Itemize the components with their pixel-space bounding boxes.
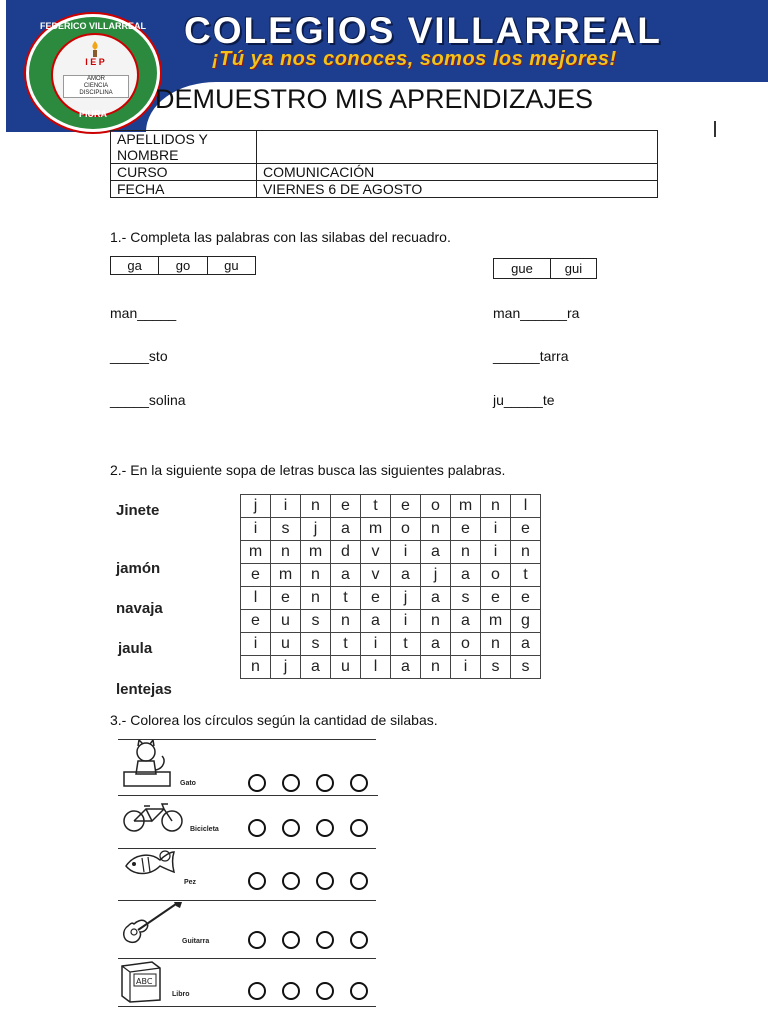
letter-cell[interactable]: t [391, 633, 421, 656]
letter-cell[interactable]: n [421, 656, 451, 679]
letter-cell[interactable]: j [301, 518, 331, 541]
letter-cell[interactable]: m [451, 495, 481, 518]
guitar-icon [118, 900, 184, 944]
grid-row [241, 587, 541, 610]
letter-cell[interactable]: j [421, 564, 451, 587]
letter-cell[interactable]: m [301, 541, 331, 564]
exercise3-instruction: 3.- Colorea los círculos según la cantidad de silabas. [110, 712, 438, 728]
letter-cell[interactable]: j [241, 495, 271, 518]
syllable-circle[interactable] [282, 774, 300, 792]
syllable: go [159, 257, 207, 275]
letter-cell[interactable]: u [271, 610, 301, 633]
letter-cell[interactable]: t [331, 587, 361, 610]
fill-word[interactable]: man_____ [110, 305, 177, 321]
syllable-box-left [110, 256, 256, 275]
letter-cell[interactable]: a [451, 564, 481, 587]
search-word: navaja [116, 600, 163, 617]
letter-cell[interactable]: n [301, 564, 331, 587]
letter-cell[interactable]: v [361, 564, 391, 587]
letter-cell[interactable]: s [301, 633, 331, 656]
letter-cell[interactable]: e [241, 610, 271, 633]
name-field[interactable] [257, 131, 658, 164]
school-motto: ¡Tú ya nos conoces, somos los mejores! [212, 48, 617, 70]
letter-cell[interactable]: n [331, 610, 361, 633]
table-row [111, 131, 658, 164]
syllable-circle[interactable] [350, 872, 368, 890]
search-word: jaula [118, 640, 153, 657]
letter-cell[interactable]: o [421, 495, 451, 518]
bicycle-icon [122, 803, 184, 833]
syllable-circle[interactable] [350, 982, 368, 1000]
letter-cell[interactable]: d [331, 541, 361, 564]
letter-cell[interactable]: n [241, 656, 271, 679]
word-search-grid [240, 494, 541, 679]
letter-cell[interactable]: s [271, 518, 301, 541]
fish-icon [120, 848, 176, 882]
syllable-circle[interactable] [282, 819, 300, 837]
letter-cell[interactable]: i [241, 518, 271, 541]
grid-row [241, 633, 541, 656]
grid-row [241, 541, 541, 564]
letter-cell[interactable]: m [481, 610, 511, 633]
info-value: COMUNICACIÓN [257, 164, 658, 181]
letter-cell[interactable]: s [301, 610, 331, 633]
letter-cell[interactable]: a [331, 564, 361, 587]
syllable-circle[interactable] [350, 774, 368, 792]
student-info-table [110, 130, 658, 198]
syllable-circle[interactable] [282, 872, 300, 890]
syllable-circle[interactable] [282, 982, 300, 1000]
syllable-circle[interactable] [350, 931, 368, 949]
cat-icon [122, 740, 174, 788]
letter-cell[interactable]: u [271, 633, 301, 656]
letter-cell[interactable]: e [271, 587, 301, 610]
search-word: lentejas [116, 681, 172, 698]
letter-cell[interactable]: a [391, 564, 421, 587]
fill-word[interactable]: _____sto [110, 348, 168, 364]
syllable: ga [111, 257, 159, 275]
info-label: FECHA [111, 181, 257, 198]
school-logo [26, 14, 160, 132]
syllable-circle[interactable] [248, 931, 266, 949]
letter-cell[interactable]: n [301, 587, 331, 610]
row-divider [118, 1006, 376, 1007]
letter-cell[interactable]: n [421, 518, 451, 541]
logo-ring-top-text: FEDERICO VILLARREAL [39, 21, 146, 31]
letter-cell[interactable]: s [451, 587, 481, 610]
picture-label: Guitarra [182, 938, 210, 945]
letter-cell[interactable]: n [301, 495, 331, 518]
search-word: Jinete [116, 502, 160, 519]
fill-word[interactable]: ju_____te [493, 392, 555, 408]
letter-cell[interactable]: a [421, 633, 451, 656]
logo-value: AMOR [87, 76, 105, 82]
letter-cell[interactable]: m [361, 518, 391, 541]
picture-label: Bicicleta [190, 826, 219, 833]
letter-cell[interactable]: v [361, 541, 391, 564]
letter-cell[interactable]: j [271, 656, 301, 679]
fill-word[interactable]: _____solina [110, 392, 186, 408]
grid-row [241, 656, 541, 679]
grid-row [241, 564, 541, 587]
letter-cell[interactable]: a [511, 633, 541, 656]
letter-cell[interactable]: e [511, 518, 541, 541]
exercise1-instruction: 1.- Completa las palabras con las silabas del recuadro. [110, 229, 451, 245]
letter-cell[interactable]: a [391, 656, 421, 679]
info-value: VIERNES 6 DE AGOSTO [257, 181, 658, 198]
letter-cell[interactable]: e [481, 587, 511, 610]
letter-cell[interactable]: i [361, 633, 391, 656]
syllable-circle[interactable] [316, 774, 334, 792]
table-row [111, 164, 658, 181]
picture-label: Libro [172, 991, 190, 998]
letter-cell[interactable]: g [511, 610, 541, 633]
syllable-circle[interactable] [350, 819, 368, 837]
letter-cell[interactable]: a [331, 518, 361, 541]
book-cover-text: ABC [136, 977, 153, 986]
syllable-circle[interactable] [248, 982, 266, 1000]
letter-cell[interactable]: a [301, 656, 331, 679]
row-divider [118, 795, 378, 796]
letter-cell[interactable]: n [451, 541, 481, 564]
syllable-circle[interactable] [282, 931, 300, 949]
logo-iep-text: I E P [85, 57, 105, 67]
syllable: gui [550, 259, 596, 279]
syllable-circle[interactable] [316, 982, 334, 1000]
grid-row [241, 610, 541, 633]
fill-word[interactable]: ______tarra [493, 348, 569, 364]
letter-cell[interactable]: n [271, 541, 301, 564]
syllable: gu [207, 257, 255, 275]
syllable-circle[interactable] [248, 872, 266, 890]
letter-cell[interactable]: i [481, 518, 511, 541]
letter-cell[interactable]: a [421, 587, 451, 610]
letter-cell[interactable]: n [421, 610, 451, 633]
grid-row [241, 518, 541, 541]
letter-cell[interactable]: n [481, 633, 511, 656]
letter-cell[interactable]: s [511, 656, 541, 679]
letter-cell[interactable]: j [391, 587, 421, 610]
logo-value: DISCIPLINA [79, 90, 113, 96]
letter-cell[interactable]: l [361, 656, 391, 679]
syllable: gue [494, 259, 551, 279]
letter-cell[interactable]: e [241, 564, 271, 587]
logo-emblem [51, 33, 139, 117]
logo-value: CIENCIA [83, 83, 109, 89]
letter-cell[interactable]: s [481, 656, 511, 679]
letter-cell[interactable]: i [271, 495, 301, 518]
letter-cell[interactable]: n [481, 495, 511, 518]
letter-cell[interactable]: e [361, 587, 391, 610]
letter-cell[interactable]: i [481, 541, 511, 564]
table-row [111, 181, 658, 198]
letter-cell[interactable]: u [331, 656, 361, 679]
letter-cell[interactable]: t [511, 564, 541, 587]
letter-cell[interactable]: e [391, 495, 421, 518]
grid-row [241, 495, 541, 518]
syllable-circle[interactable] [316, 872, 334, 890]
syllable-box-right [493, 258, 597, 279]
school-name: COLEGIOS VILLARREAL [184, 10, 662, 51]
letter-cell[interactable]: o [391, 518, 421, 541]
letter-cell[interactable]: e [511, 587, 541, 610]
letter-cell[interactable]: o [451, 633, 481, 656]
info-label: CURSO [111, 164, 257, 181]
letter-cell[interactable]: e [331, 495, 361, 518]
letter-cell[interactable]: m [241, 541, 271, 564]
letter-cell[interactable]: i [241, 633, 271, 656]
fill-word[interactable]: man______ra [493, 305, 580, 321]
page-title: DEMUESTRO MIS APRENDIZAJES [155, 84, 594, 114]
letter-cell[interactable]: l [241, 587, 271, 610]
letter-cell[interactable]: l [511, 495, 541, 518]
letter-cell[interactable]: i [391, 541, 421, 564]
syllable-circle[interactable] [248, 819, 266, 837]
letter-cell[interactable]: o [481, 564, 511, 587]
letter-cell[interactable]: m [271, 564, 301, 587]
exercise2-instruction: 2.- En la siguiente sopa de letras busca las siguientes palabras. [110, 462, 506, 478]
torch-icon [89, 41, 101, 57]
letter-cell[interactable]: a [451, 610, 481, 633]
syllable-circle[interactable] [316, 931, 334, 949]
book-icon [118, 958, 164, 1004]
letter-cell[interactable]: t [331, 633, 361, 656]
syllable-circle[interactable] [248, 774, 266, 792]
letter-cell[interactable]: a [361, 610, 391, 633]
letter-cell[interactable]: n [511, 541, 541, 564]
info-label: APELLIDOS Y NOMBRE [111, 131, 257, 164]
syllable-circle[interactable] [316, 819, 334, 837]
logo-values [63, 75, 129, 98]
picture-label: Gato [180, 780, 196, 787]
divider [714, 121, 716, 137]
letter-cell[interactable]: i [391, 610, 421, 633]
letter-cell[interactable]: i [451, 656, 481, 679]
search-word: jamón [116, 560, 161, 577]
letter-cell[interactable]: e [451, 518, 481, 541]
logo-ring-bottom-text: PIURA [78, 109, 107, 119]
letter-cell[interactable]: a [421, 541, 451, 564]
letter-cell[interactable]: t [361, 495, 391, 518]
picture-label: Pez [184, 879, 197, 886]
